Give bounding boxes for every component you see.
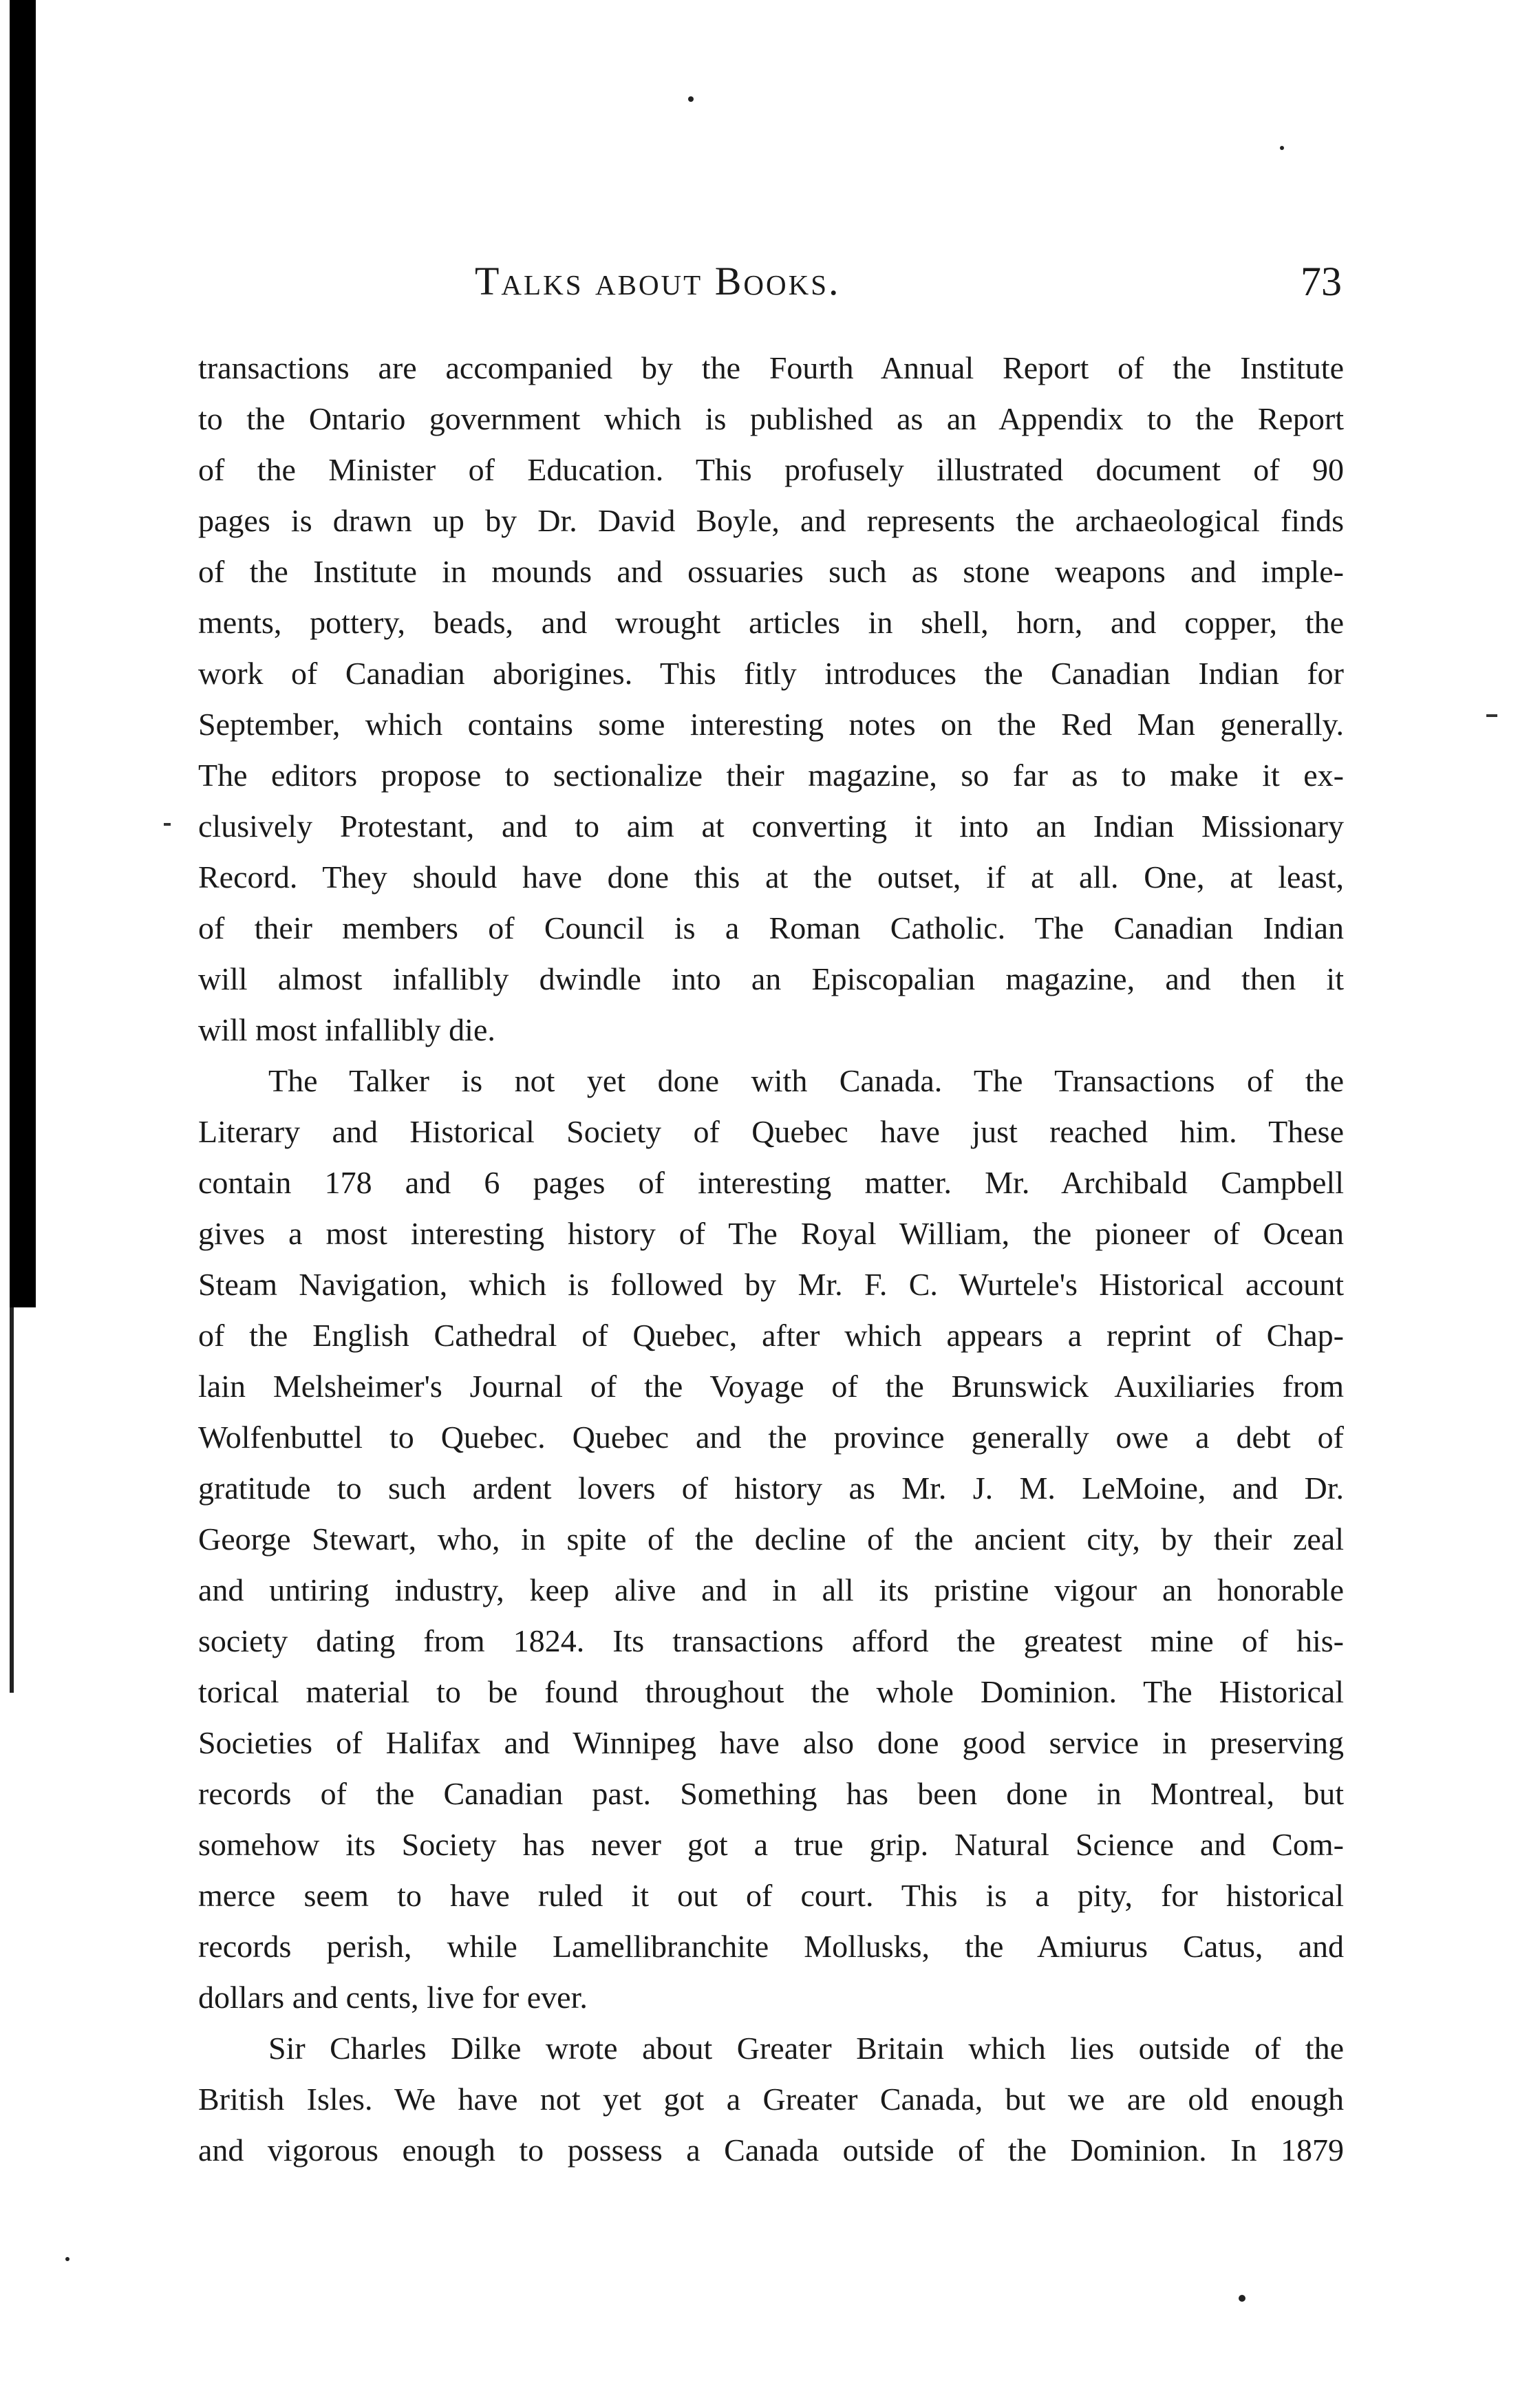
scan-speck xyxy=(688,96,694,102)
text-line: Wolfenbuttel to Quebec. Quebec and the province generally owe a debt of xyxy=(198,1420,1344,1455)
text-line: records perish, while Lamellibranchite Mollusks, the Amiurus Catus, and xyxy=(198,1929,1344,1964)
text-line: of their members of Council is a Roman Catholic. The Canadian Indian xyxy=(198,910,1344,945)
text-line: The editors propose to sectionalize their magazine, so far as to make it ex- xyxy=(198,758,1344,793)
text-line: George Stewart, who, in spite of the decline of the ancient city, by their zeal xyxy=(198,1521,1344,1557)
text-line: clusively Protestant, and to aim at converting it into an Indian Missionary xyxy=(198,809,1344,844)
text-line: lain Melsheimer's Journal of the Voyage of the Brunswick Auxiliaries from xyxy=(198,1369,1344,1404)
text-line: will almost infallibly dwindle into an Episcopalian magazine, and then it xyxy=(198,961,1344,996)
text-line: pages is drawn up by Dr. David Boyle, and represents the archaeological finds xyxy=(198,503,1344,538)
text-line: contain 178 and 6 pages of interesting matter. Mr. Archibald Campbell xyxy=(198,1165,1344,1200)
text-line: will most infallibly die. xyxy=(198,1012,495,1047)
running-title: Talks about Books. xyxy=(475,259,841,303)
text-line: The Talker is not yet done with Canada. The Transactions of the xyxy=(268,1063,1344,1098)
paragraph-3 xyxy=(198,2023,1344,2176)
page-header xyxy=(200,258,1342,320)
text-line: somehow its Society has never got a true grip. Natural Science and Com- xyxy=(198,1827,1344,1862)
text-line: and untiring industry, keep alive and in all its pristine vigour an honorable xyxy=(198,1572,1344,1607)
paragraph-2 xyxy=(198,1056,1344,2023)
text-line: gives a most interesting history of The Royal William, the pioneer of Ocean xyxy=(198,1216,1344,1251)
scan-dash-mark xyxy=(1486,714,1497,717)
text-line: records of the Canadian past. Something has been done in Montreal, but xyxy=(198,1776,1344,1811)
scan-edge-faint xyxy=(10,1307,14,1693)
text-line: September, which contains some interesting notes on the Red Man generally. xyxy=(198,707,1344,742)
page-number: 73 xyxy=(1301,259,1342,304)
text-line: gratitude to such ardent lovers of history as Mr. J. M. LeMoine, and Dr. xyxy=(198,1470,1344,1506)
text-line: torical material to be found throughout the whole Dominion. The Historical xyxy=(198,1674,1344,1709)
scan-speck xyxy=(1280,146,1284,150)
scan-speck xyxy=(1239,2295,1245,2302)
text-line: dollars and cents, live for ever. xyxy=(198,1980,588,2015)
scan-dash-mark xyxy=(164,823,171,826)
text-line: merce seem to have ruled it out of court. This is a pity, for historical xyxy=(198,1878,1344,1913)
text-line: Record. They should have done this at the outset, if at all. One, at least, xyxy=(198,859,1344,895)
text-line: of the Minister of Education. This profusely illustrated document of 90 xyxy=(198,452,1344,487)
text-line: of the English Cathedral of Quebec, after which appears a reprint of Chap- xyxy=(198,1318,1344,1353)
text-line: work of Canadian aborigines. This fitly introduces the Canadian Indian for xyxy=(198,656,1344,691)
body-text xyxy=(198,343,1344,2176)
text-line: transactions are accompanied by the Fourth Annual Report of the Institute xyxy=(198,350,1344,385)
text-line: British Isles. We have not yet got a Greater Canada, but we are old enough xyxy=(198,2082,1344,2117)
text-line: and vigorous enough to possess a Canada outside of the Dominion. In 1879 xyxy=(198,2132,1344,2168)
text-line: ments, pottery, beads, and wrought articles in shell, horn, and copper, the xyxy=(198,605,1344,640)
text-line: of the Institute in mounds and ossuaries such as stone weapons and imple- xyxy=(198,554,1344,589)
text-line: to the Ontario government which is published as an Appendix to the Report xyxy=(198,401,1344,436)
text-line: Literary and Historical Society of Quebec have just reached him. These xyxy=(198,1114,1344,1149)
paragraph-1 xyxy=(198,343,1344,1056)
scan-speck xyxy=(65,2257,69,2261)
text-line: Steam Navigation, which is followed by Mr. F. C. Wurtele's Historical account xyxy=(198,1267,1344,1302)
scan-edge-shadow xyxy=(10,0,36,1307)
text-line: society dating from 1824. Its transactions afford the greatest mine of his- xyxy=(198,1623,1344,1658)
text-line: Sir Charles Dilke wrote about Greater Britain which lies outside of the xyxy=(268,2031,1344,2066)
text-line: Societies of Halifax and Winnipeg have also done good service in preserving xyxy=(198,1725,1344,1760)
